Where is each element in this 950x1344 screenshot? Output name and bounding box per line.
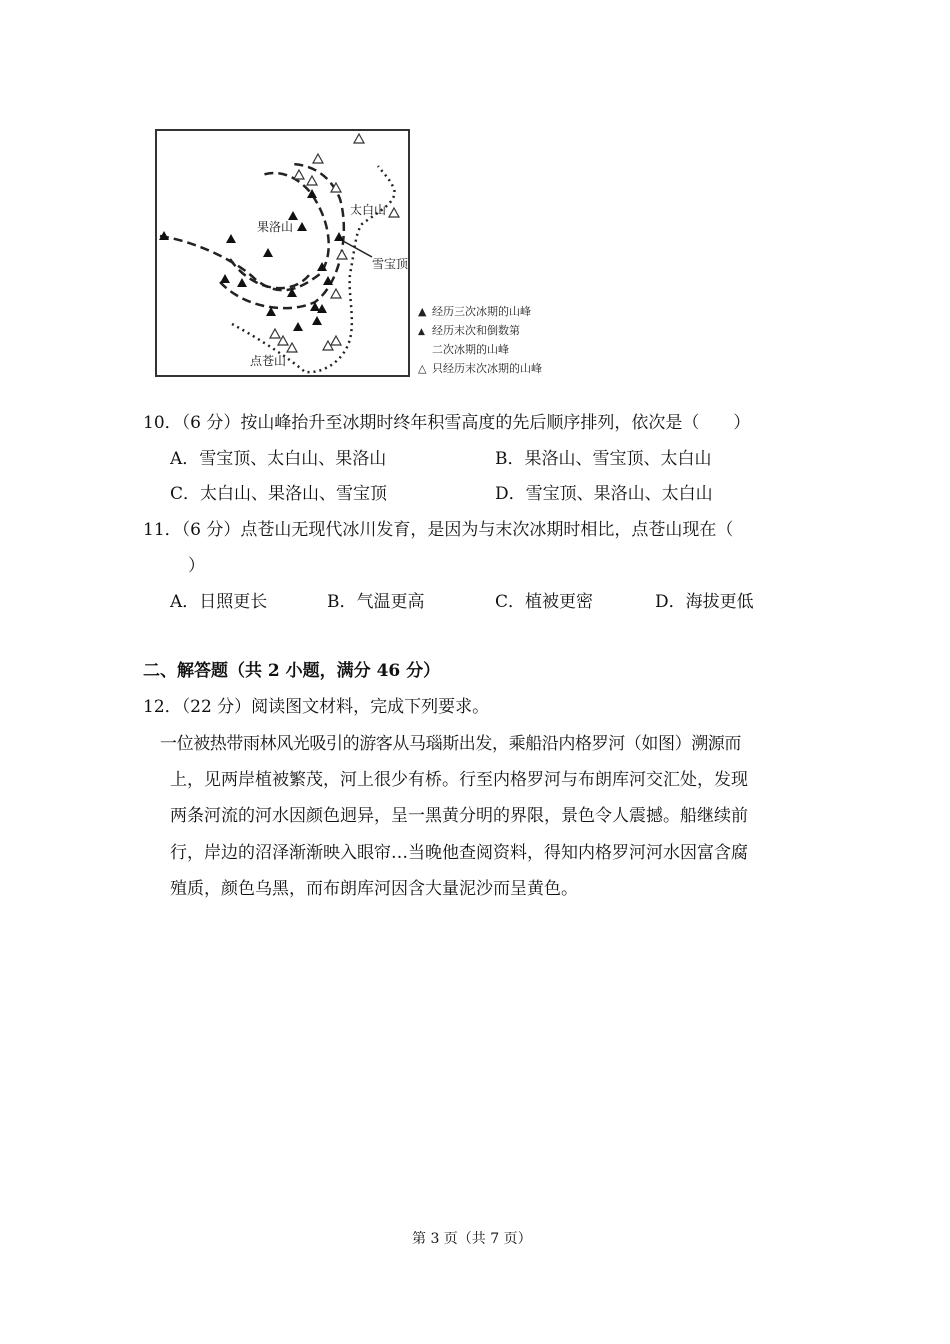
q10-option-a[interactable]: A．雪宝顶、太白山、果洛山 <box>170 449 387 469</box>
q12-stem: 12．（22 分）阅读图文材料，完成下列要求。 <box>143 697 490 717</box>
q12-material-line: 行，岸边的沼泽渐渐映入眼帘…当晚他查阅资料，得知内格罗河河水因富含腐 <box>170 843 748 863</box>
q12-material-line: 上，见两岸植被繁茂，河上很少有桥。行至内格罗河与布朗库河交汇处，发现 <box>170 770 748 790</box>
legend-item-last <box>418 360 542 376</box>
section-title: 二、解答题（共 2 小题，满分 46 分） <box>143 661 441 681</box>
legend-text: 二次冰期的山峰 <box>432 343 509 356</box>
label-taibai: 太白山 <box>350 203 387 217</box>
page-footer: 第 3 页（共 7 页） <box>412 1231 532 1247</box>
q11-option-c[interactable]: C．植被更密 <box>495 592 594 612</box>
legend-text: 经历三次冰期的山峰 <box>432 305 531 318</box>
q10-option-c[interactable]: C．太白山、果洛山、雪宝顶 <box>170 484 388 504</box>
q10-option-b[interactable]: B．果洛山、雪宝顶、太白山 <box>495 449 712 469</box>
q11-stem-close: ） <box>188 556 205 576</box>
legend-item-two-a <box>418 322 520 338</box>
hollow-triangle-icon: △ <box>418 362 427 375</box>
q11-stem: 11．（6 分）点苍山无现代冰川发育，是因为与末次冰期时相比，点苍山现在（ <box>143 520 734 540</box>
legend-item-three <box>418 303 531 319</box>
q11-option-d[interactable]: D．海拔更低 <box>655 592 754 612</box>
label-diancang: 点苍山 <box>250 354 287 368</box>
legend-text: 只经历末次冰期的山峰 <box>432 362 542 375</box>
q11-option-b[interactable]: B．气温更高 <box>327 592 425 612</box>
label-xuebao: 雪宝顶 <box>372 257 409 271</box>
legend-item-two-b <box>418 341 509 357</box>
small-solid-triangle-icon: ▲ <box>418 327 425 337</box>
glacier-peaks-map <box>150 124 415 379</box>
q12-material-line: 一位被热带雨林风光吸引的游客从马瑙斯出发，乘船沿内格罗河（如图）溯源而 <box>160 734 741 754</box>
q10-stem: 10．（6 分）按山峰抬升至冰期时终年积雪高度的先后顺序排列，依次是（ ） <box>143 413 751 433</box>
label-guoluo: 果洛山 <box>257 220 294 234</box>
q12-material-line: 两条河流的河水因颜色迥异，呈一黑黄分明的界限，景色令人震撼。船继续前 <box>170 806 748 826</box>
q11-option-a[interactable]: A．日照更长 <box>170 592 268 612</box>
q10-option-d[interactable]: D．雪宝顶、果洛山、太白山 <box>495 484 713 504</box>
legend-text: 经历末次和倒数第 <box>432 324 520 337</box>
q12-material-line: 殖质，颜色乌黑，而布朗库河因含大量泥沙而呈黄色。 <box>170 879 578 899</box>
solid-triangle-icon: ▲ <box>418 305 427 318</box>
